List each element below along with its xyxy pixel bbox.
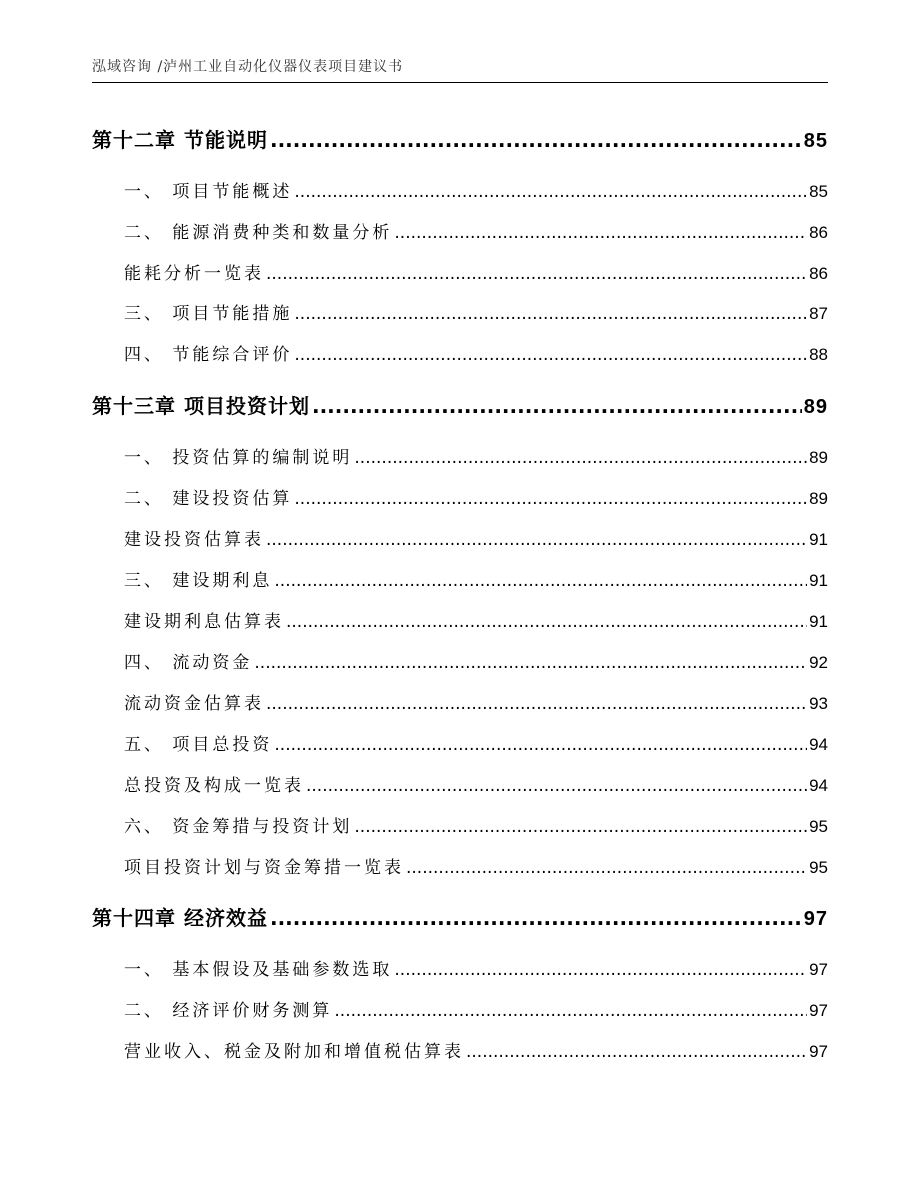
toc-entry-title: 建设投资估算表 <box>124 530 264 550</box>
toc-entry[interactable] <box>124 648 828 673</box>
toc-entry[interactable] <box>92 390 828 419</box>
toc-entry[interactable] <box>124 443 828 468</box>
toc-dot-leader <box>294 304 807 324</box>
toc-entry-page: 97 <box>809 1042 828 1061</box>
toc-dot-leader <box>406 858 807 878</box>
toc-entry[interactable] <box>124 812 828 837</box>
toc-entry-title: 五、 项目总投资 <box>124 735 273 755</box>
toc-entry-page: 95 <box>809 817 828 836</box>
toc-entry[interactable] <box>124 566 828 591</box>
toc-entry-page: 97 <box>809 1001 828 1020</box>
toc-entry-page: 88 <box>809 345 828 364</box>
toc-entry-title: 项目投资计划与资金筹措一览表 <box>124 858 404 878</box>
toc-dot-leader <box>334 1001 807 1021</box>
toc-entry-page: 94 <box>809 735 828 754</box>
toc-dot-leader <box>274 571 807 591</box>
toc-entry[interactable] <box>124 299 828 324</box>
toc-entry[interactable] <box>124 177 828 202</box>
toc-dot-leader <box>354 817 807 837</box>
toc-entry-title: 第十二章 节能说明 <box>92 128 268 152</box>
toc-entry-page: 97 <box>809 960 828 979</box>
toc-entry-title: 二、 能源消费种类和数量分析 <box>124 223 393 243</box>
toc-entry[interactable] <box>124 1037 828 1062</box>
toc-entry-page: 93 <box>809 694 828 713</box>
toc-entry-page: 95 <box>809 858 828 877</box>
toc-entry-title: 建设期利息估算表 <box>124 612 284 632</box>
toc-entry-page: 91 <box>809 571 828 590</box>
toc-entry-page: 86 <box>809 264 828 283</box>
toc-entry-page: 92 <box>809 653 828 672</box>
toc-dot-leader <box>306 776 807 796</box>
toc-dot-leader <box>312 394 802 418</box>
toc-entry[interactable] <box>124 853 828 878</box>
toc-entry-page: 89 <box>803 396 828 418</box>
toc-entry[interactable] <box>124 771 828 796</box>
toc-entry[interactable] <box>124 689 828 714</box>
toc-entry[interactable] <box>124 996 828 1021</box>
toc-entry-page: 94 <box>809 776 828 795</box>
toc-entry[interactable] <box>92 124 828 153</box>
toc-entry-page: 97 <box>803 908 828 930</box>
toc-entry-page: 85 <box>803 130 828 152</box>
toc-entry-page: 89 <box>809 489 828 508</box>
toc-entry[interactable] <box>124 525 828 550</box>
toc-dot-leader <box>294 182 807 202</box>
toc-entry[interactable] <box>124 607 828 632</box>
toc-entry-title: 三、 项目节能措施 <box>124 304 293 324</box>
toc-entry-title: 一、 基本假设及基础参数选取 <box>124 960 393 980</box>
toc-dot-leader <box>394 223 807 243</box>
toc-entry[interactable] <box>124 955 828 980</box>
toc-entry-page: 91 <box>809 612 828 631</box>
toc-entry-page: 91 <box>809 530 828 549</box>
toc-entry-title: 第十四章 经济效益 <box>92 906 268 930</box>
toc-dot-leader <box>286 612 807 632</box>
toc-dot-leader <box>294 345 807 365</box>
toc-entry-title: 一、 投资估算的编制说明 <box>124 448 353 468</box>
toc-entry[interactable] <box>124 218 828 243</box>
toc-dot-leader <box>266 530 807 550</box>
toc-entry-page: 85 <box>809 182 828 201</box>
toc-dot-leader <box>254 653 807 673</box>
toc-dot-leader <box>270 128 802 152</box>
toc-entry[interactable] <box>92 902 828 931</box>
toc-entry[interactable] <box>124 340 828 365</box>
toc-entry-title: 三、 建设期利息 <box>124 571 273 591</box>
toc-entry-title: 能耗分析一览表 <box>124 264 264 284</box>
toc-dot-leader <box>394 960 807 980</box>
toc-dot-leader <box>266 694 807 714</box>
toc-entry-title: 四、 节能综合评价 <box>124 345 293 365</box>
toc-entry-title: 二、 经济评价财务测算 <box>124 1001 333 1021</box>
toc-entry-title: 营业收入、税金及附加和增值税估算表 <box>124 1042 464 1062</box>
toc-dot-leader <box>466 1042 807 1062</box>
toc-entry-title: 二、 建设投资估算 <box>124 489 293 509</box>
header-rule <box>92 82 828 83</box>
toc-entry-title: 总投资及构成一览表 <box>124 776 304 796</box>
toc-entry[interactable] <box>124 484 828 509</box>
toc-dot-leader <box>270 906 802 930</box>
toc-entry-title: 流动资金估算表 <box>124 694 264 714</box>
toc-entry[interactable] <box>124 730 828 755</box>
toc-entry[interactable] <box>124 259 828 284</box>
toc-entry-page: 86 <box>809 223 828 242</box>
toc-dot-leader <box>266 264 807 284</box>
toc-entry-title: 四、 流动资金 <box>124 653 253 673</box>
toc-entry-title: 六、 资金筹措与投资计划 <box>124 817 353 837</box>
toc-entry-page: 89 <box>809 448 828 467</box>
toc-dot-leader <box>294 489 807 509</box>
toc-dot-leader <box>354 448 807 468</box>
toc-dot-leader <box>274 735 807 755</box>
toc-entry-title: 第十三章 项目投资计划 <box>92 394 310 418</box>
running-header: 泓域咨询 /泸州工业自动化仪器仪表项目建议书 <box>92 59 404 75</box>
toc-entry-title: 一、 项目节能概述 <box>124 182 293 202</box>
toc-entry-page: 87 <box>809 304 828 323</box>
